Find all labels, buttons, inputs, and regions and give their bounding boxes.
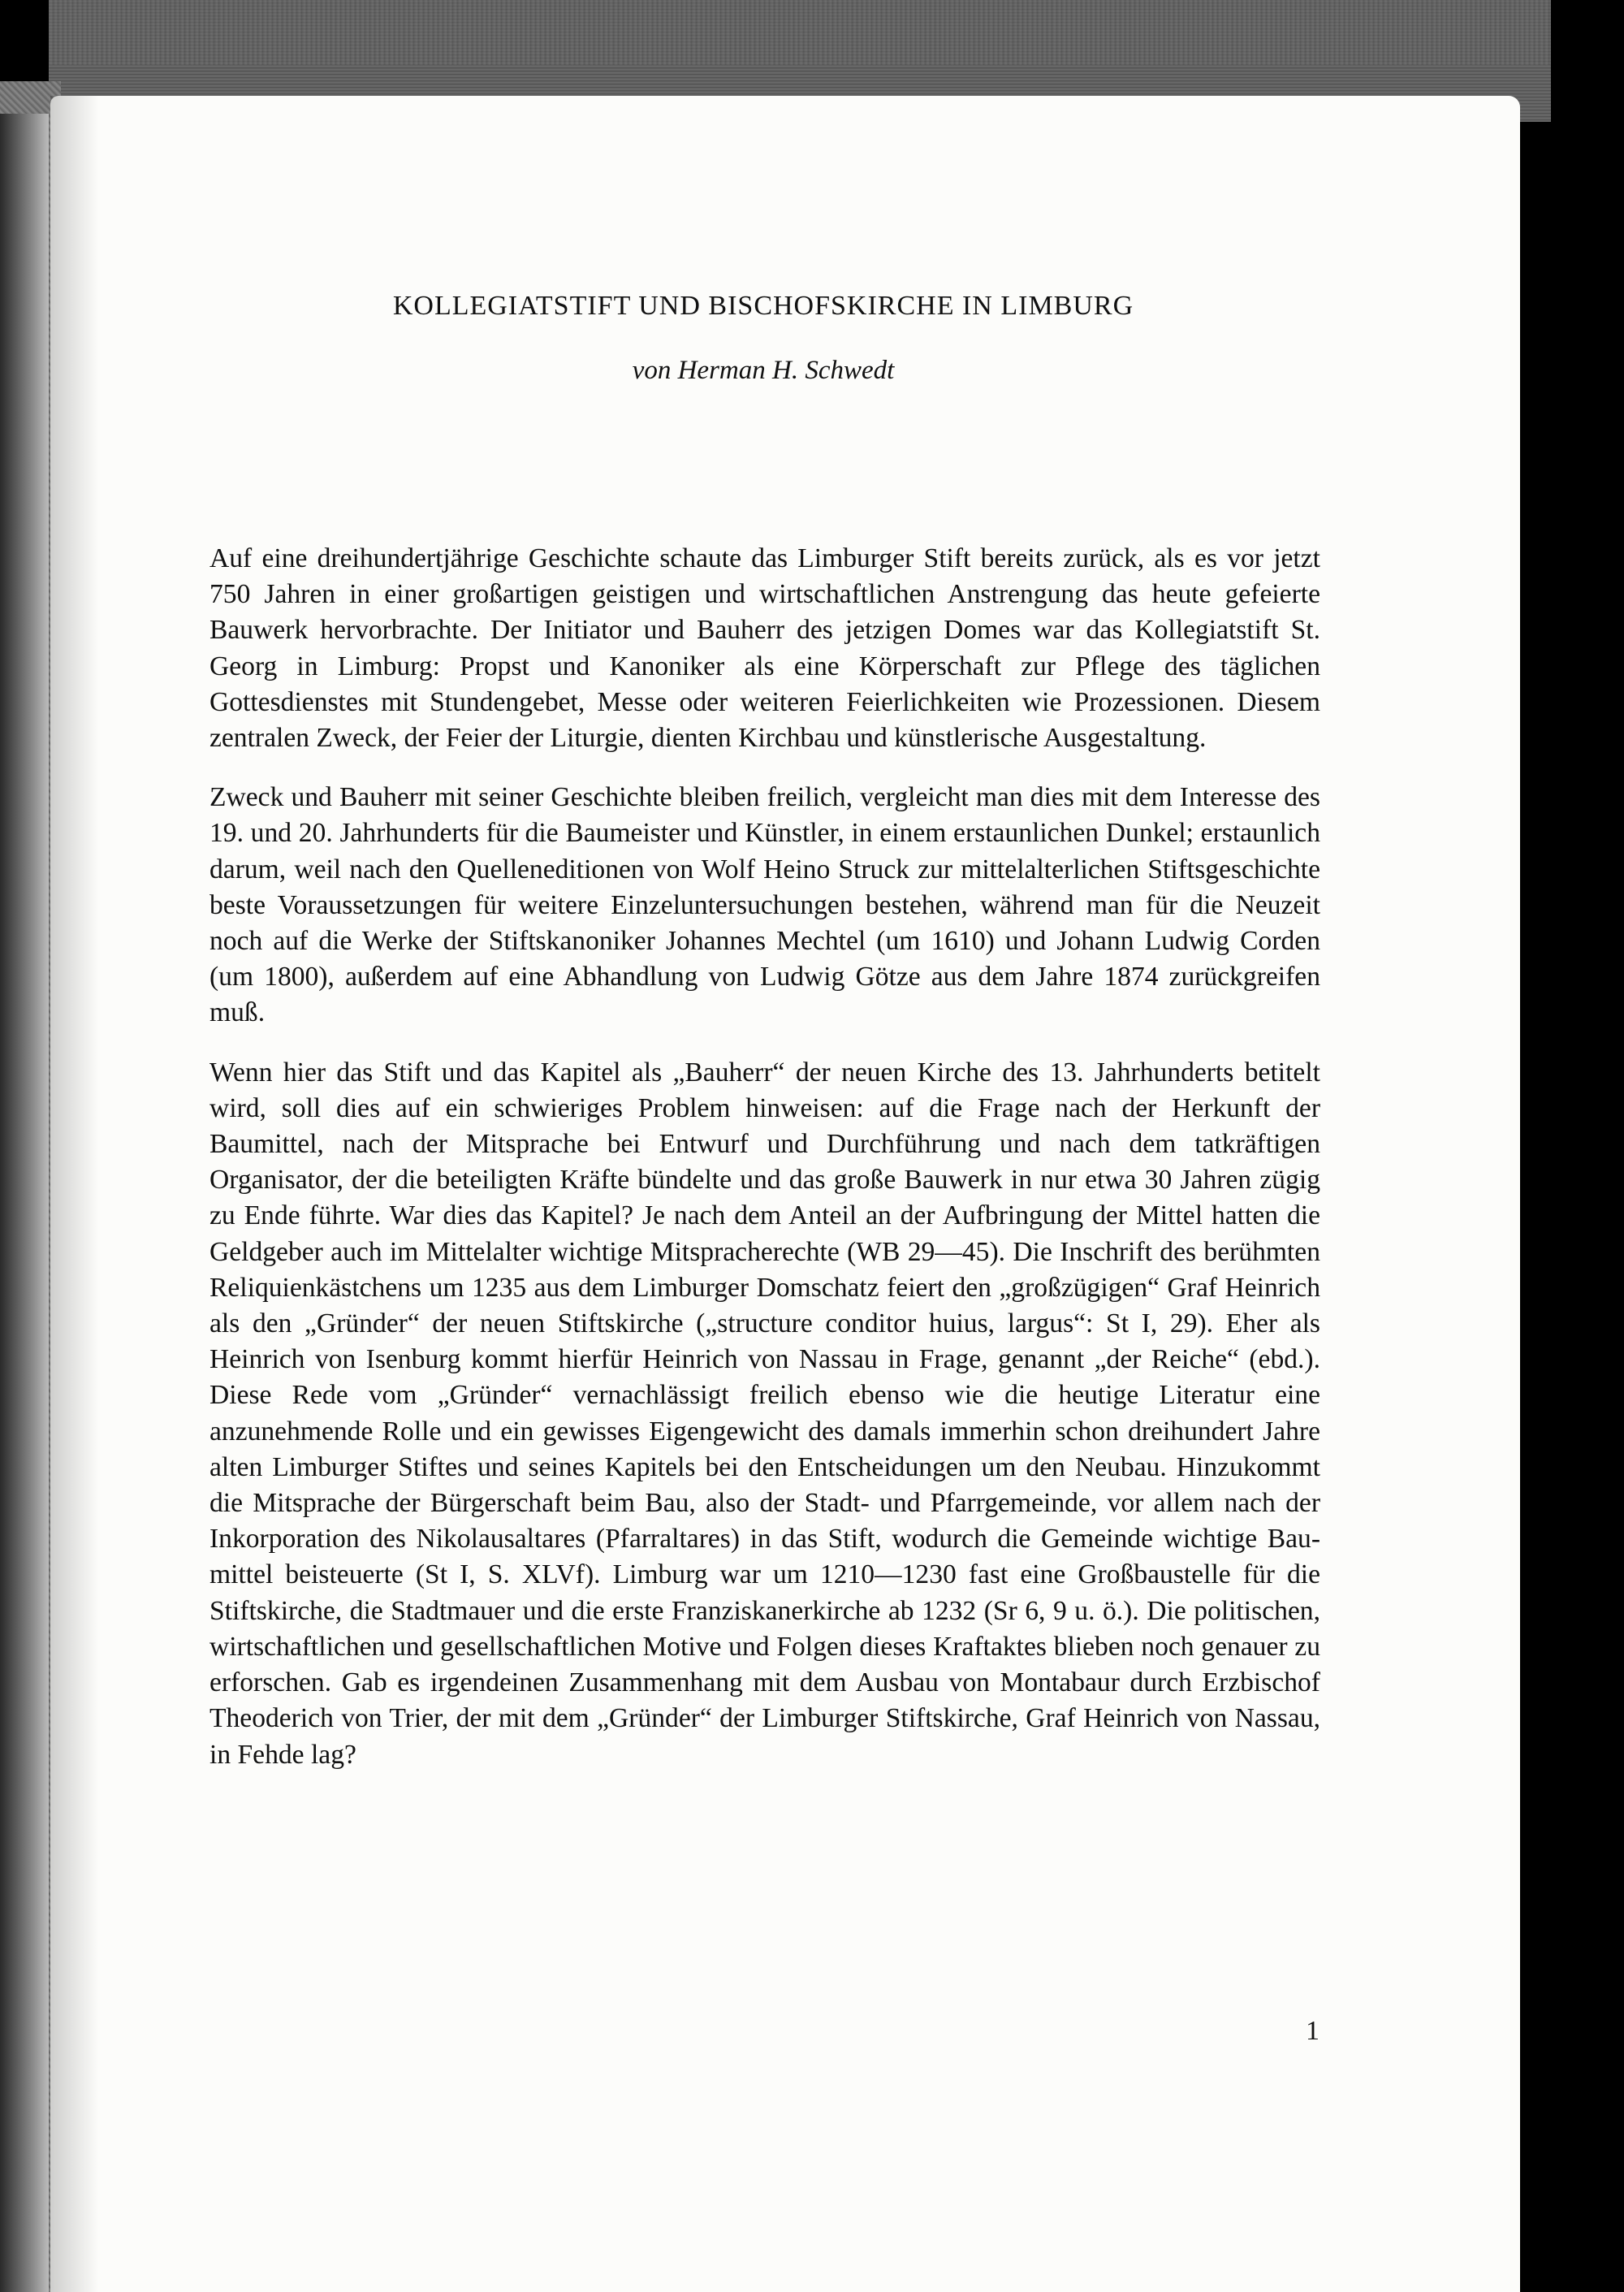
book-gutter	[0, 114, 49, 2292]
page-number: 1	[1306, 2016, 1320, 2046]
paragraph-2: Zweck und Bauherr mit seiner Geschichte bleiben freilich, vergleicht man dies mit dem Interesse des 19. und 20. Jahrhunderts für die Baumeister und Künstler, in einem erstaunlichen Dunkel; erstaunlich darum, weil nach den Quelleneditionen von Wolf Heino Struck zur mittelalterlichen Stiftsgeschichte beste Voraussetzungen für weitere Einzeluntersuchungen bestehen, während man für die Neuzeit noch auf die Werke der Stiftskanoniker Johannes Mechtel (um 1610) und Johann Ludwig Corden (um 1800), außerdem auf eine Abhandlung von Ludwig Götze aus dem Jahre 1874 zurückgreifen muß.	[209, 782, 1320, 1028]
gutter-shadow	[50, 96, 99, 2292]
article-title: KOLLEGIATSTIFT UND BISCHOFSKIRCHE IN LIMBURG	[392, 291, 1134, 321]
paragraph-1: Auf eine dreihundertjährige Geschichte schaute das Limburger Stift bereits zurück, als es vor jetzt 750 Jahren in einer großartigen geistigen und wirtschaftlichen Anstrengung das heute gefeierte Bauwerk hervorbrachte. Der Initiator und Bauherr des jetzigen Domes war das Kollegiatstift St. Georg in Limburg: Propst und Kanoniker als eine Körperschaft zur Pflege des täglichen Gottesdienstes mit Stundengebet, Messe oder weiteren Feierlichkeiten wie Prozessionen. Diesem zentralen Zweck, der Feier der Liturgie, dienten Kirchbau und künstlerische Ausgestaltung.	[209, 543, 1320, 754]
article-author: von Herman H. Schwedt	[632, 356, 895, 385]
article-body	[209, 541, 1320, 1797]
paragraph-3: Wenn hier das Stift und das Kapitel als „Bauherr“ der neuen Kirche des 13. Jahrhunderts betitelt wird, soll dies auf ein schwieriges Problem hinweisen: auf die Frage nach der Herkunft der Baumittel, nach der Mitsprache bei Entwurf und Durchführung und nach dem tatkräftigen Organisator, der die beteiligten Kräfte bündelte und das große Bauwerk in nur etwa 30 Jahren zügig zu Ende führte. War dies das Kapitel? Je nach dem Anteil an der Aufbringung der Mittel hatten die Geldgeber auch im Mittelalter wichtige Mitspracherechte (WB 29—45). Die Inschrift des berühmten Reliquienkästchens um 1235 aus dem Limburger Domschatz feiert den „großzügigen“ Graf Heinrich als den „Gründer“ der neuen Stiftskirche („structure conditor huius, largus“: St I, 29). Eher als Heinrich von Isenburg kommt hierfür Heinrich von Nassau in Frage, genannt „der Reiche“ (ebd.). Diese Rede vom „Gründer“ vernachlässigt freilich ebenso wie die heutige Literatur eine anzunehmende Rolle und ein gewisses Eigengewicht des damals immerhin schon dreihundert Jahre alten Limburger Stiftes und seines Kapitels bei den Entscheidungen um den Neubau. Hinzukommt die Mitsprache der Bürgerschaft beim Bau, also der Stadt- und Pfarrgemeinde, vor allem nach der Inkorporation des Nikolausaltares (Pfarraltares) in das Stift, wodurch die Gemeinde wichtige Baumittel beisteuerte (St I, S. XLVf). Limburg war um 1210—1230 fast eine Großbaustelle für die Stiftskirche, die Stadtmauer und die erste Franziskanerkirche ab 1232 (Sr 6, 9 u. ö.). Die politischen, wirtschaftlichen und gesellschaftlichen Motive und Folgen dieses Kraftaktes blieben noch genauer zu erforschen. Gab es irgendeinen Zusammenhang mit dem Ausbau von Montabaur durch Erzbischof Theoderich von Trier, der mit dem „Gründer“ der Limburger Stiftskirche, Graf Heinrich von Nassau, in Fehde lag?	[209, 1057, 1320, 1770]
